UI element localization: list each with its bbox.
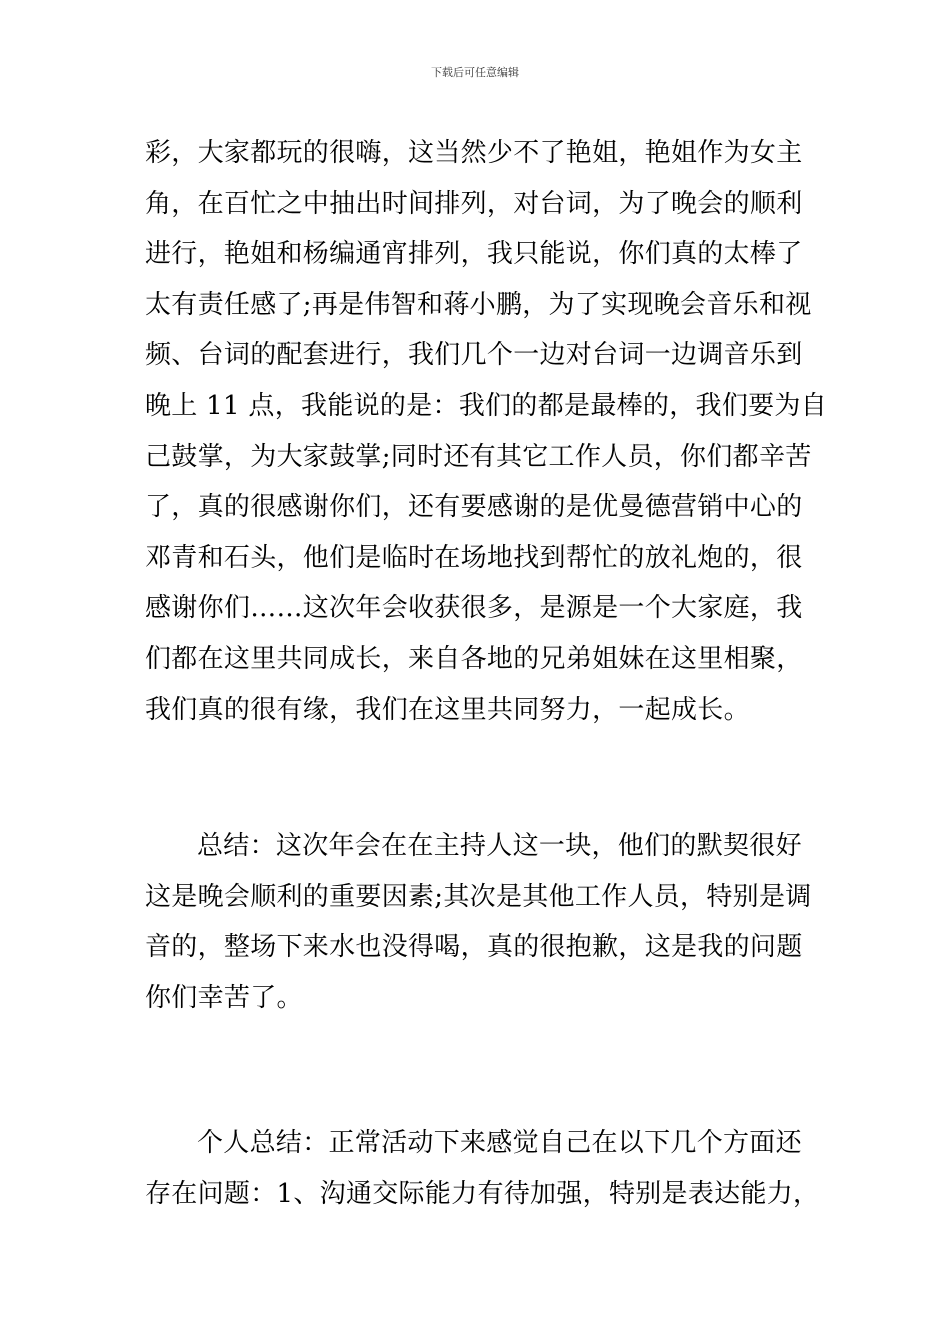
text-line: 太有责任感了;再是伟智和蒋小鹏，为了实现晚会音乐和视 (145, 289, 812, 320)
text-line: 音的，整场下来水也没得喝，真的很抱歉，这是我的问题 (145, 932, 803, 963)
text-line: 你们幸苦了。 (145, 982, 303, 1013)
text-line: 们都在这里共同成长，来自各地的兄弟姐妹在这里相聚， (145, 643, 803, 674)
text-line: 感谢你们……这次年会收获很多，是源是一个大家庭，我 (145, 593, 803, 624)
page-header-note: 下载后可任意编辑 (431, 66, 519, 79)
text-line: 邓青和石头，他们是临时在场地找到帮忙的放礼炮的，很 (145, 542, 803, 573)
text-line: 频、台词的配套进行，我们几个一边对台词一边调音乐到 (145, 340, 803, 371)
text-line: 这是晚会顺利的重要因素;其次是其他工作人员，特别是调 (145, 881, 812, 912)
text-line: 存在问题：1、沟通交际能力有待加强，特别是表达能力， (145, 1178, 820, 1209)
text-line: 角，在百忙之中抽出时间排列，对台词，为了晚会的顺利 (145, 188, 803, 219)
paragraph-personal-summary (145, 1118, 820, 1219)
text-line: 我们真的很有缘，我们在这里共同努力，一起成长。 (145, 694, 750, 725)
text-line: 进行，艳姐和杨编通宵排列，我只能说，你们真的太棒了 (145, 239, 803, 270)
text-line: 晚上 11 点，我能说的是：我们的都是最棒的，我们要为自 (145, 390, 828, 421)
text-line: 彩，大家都玩的很嗨，这当然少不了艳姐，艳姐作为女主 (145, 138, 803, 168)
text-line: 了，真的很感谢你们，还有要感谢的是优曼德营销中心的 (145, 492, 803, 523)
text-line: 个人总结：正常活动下来感觉自己在以下几个方面还 (197, 1128, 802, 1158)
text-line: 总结：这次年会在在主持人这一块，他们的默契很好 (197, 831, 802, 861)
paragraph-summary (145, 821, 812, 1023)
paragraph-party-recap (145, 128, 828, 735)
text-line: 己鼓掌，为大家鼓掌;同时还有其它工作人员，你们都辛苦 (145, 441, 812, 472)
